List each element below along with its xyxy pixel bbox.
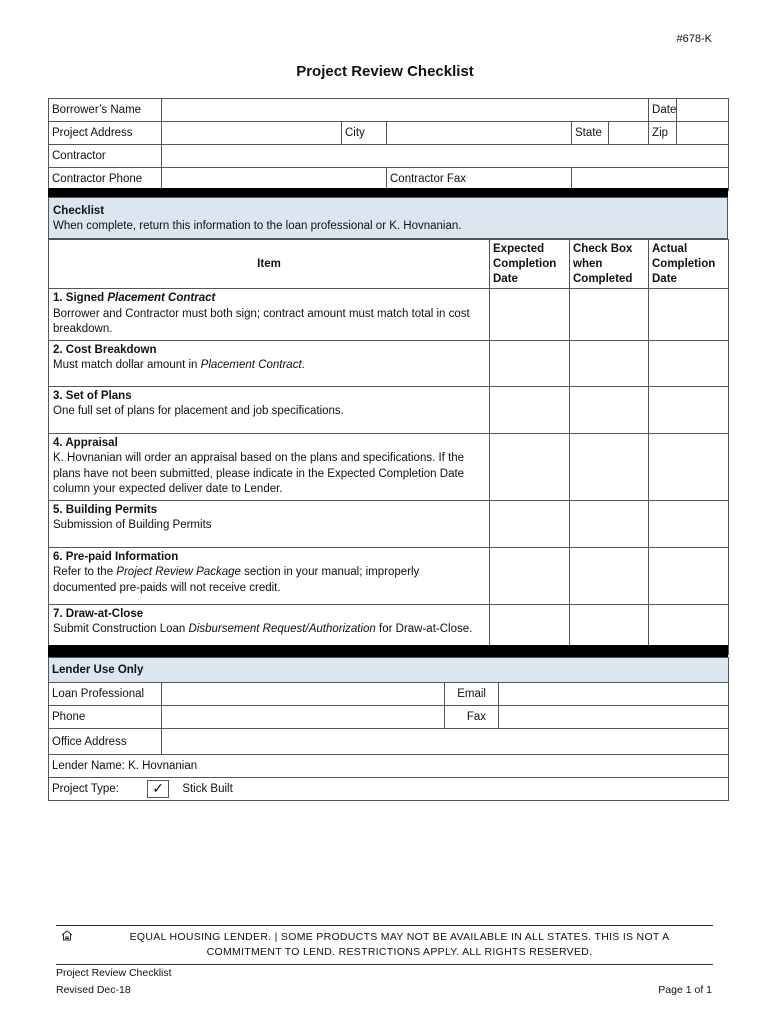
email-field[interactable] xyxy=(499,683,729,706)
checklist-item-body: Submission of Building Permits xyxy=(53,519,212,531)
checklist-item-body: Submit Construction Loan xyxy=(53,623,189,635)
divider-bar xyxy=(48,645,728,657)
checklist-item-title: 3. Set of Plans xyxy=(53,389,132,402)
loan-professional-label: Loan Professional xyxy=(49,683,162,706)
loan-professional-field[interactable] xyxy=(162,683,445,706)
item-column-header: Item xyxy=(49,240,490,289)
checklist-item-body-tail: section in your manual; improperly documented pre-paids will not receive credit. xyxy=(53,566,420,594)
checklist-item-title-italic: Placement Contract xyxy=(107,292,216,304)
state-field[interactable] xyxy=(609,122,649,145)
borrower-info-table xyxy=(48,98,728,191)
city-label: City xyxy=(342,122,387,145)
house-icon xyxy=(61,930,73,944)
project-address-label: Project Address xyxy=(49,122,162,145)
office-address-field[interactable] xyxy=(162,729,729,755)
phone-field[interactable] xyxy=(162,706,445,729)
expected-date-cell[interactable] xyxy=(490,386,570,433)
checklist-row xyxy=(49,547,729,604)
checkbox-cell[interactable] xyxy=(570,386,649,433)
checklist-item-title: 7. Draw-at-Close xyxy=(53,607,144,620)
checklist-row xyxy=(49,386,729,433)
checklist-item-body: Borrower and Contractor must both sign; contract amount must match total in cost breakdown. xyxy=(53,307,470,335)
checklist-item-body: Refer to the xyxy=(53,566,117,578)
actual-date-cell[interactable] xyxy=(649,289,729,341)
state-label: State xyxy=(572,122,609,145)
checkbox-cell[interactable] xyxy=(570,433,649,500)
phone-label: Phone xyxy=(49,706,162,729)
expected-date-cell[interactable] xyxy=(490,547,570,604)
checklist-item-title: 2. Cost Breakdown xyxy=(53,343,157,356)
footer-line-1: EQUAL HOUSING LENDER. | SOME PRODUCTS MAY NOT BE AVAILABLE IN ALL STATES. THIS IS NOT A xyxy=(129,931,670,943)
checkbox-cell[interactable] xyxy=(570,547,649,604)
checklist-item-body: Must match dollar amount in xyxy=(53,359,201,371)
actual-date-cell[interactable] xyxy=(649,433,729,500)
checklist-item-description xyxy=(49,500,490,547)
checklist-item-body-italic: Disbursement Request/Authorization xyxy=(188,623,376,635)
checklist-item-description xyxy=(49,433,490,500)
checklist-item-description xyxy=(49,386,490,433)
actual-date-cell[interactable] xyxy=(649,386,729,433)
contractor-label: Contractor xyxy=(49,145,162,168)
checklist-item-body: One full set of plans for placement and job specifications. xyxy=(53,405,344,417)
footer-disclaimer xyxy=(56,925,713,965)
checklist-instruction: When complete, return this information to the loan professional or K. Hovnanian. xyxy=(53,220,462,232)
actual-date-cell[interactable] xyxy=(649,340,729,386)
borrower-name-label: Borrower’s Name xyxy=(49,99,162,122)
checklist-item-description xyxy=(49,289,490,341)
borrower-name-field[interactable] xyxy=(162,99,649,122)
checkbox-cell[interactable] xyxy=(570,289,649,341)
zip-label: Zip xyxy=(649,122,677,145)
fax-label: Fax xyxy=(445,706,499,729)
stick-built-label: Stick Built xyxy=(182,783,233,796)
contractor-fax-label: Contractor Fax xyxy=(387,168,572,191)
office-address-label: Office Address xyxy=(49,729,162,755)
actual-date-cell[interactable] xyxy=(649,547,729,604)
checklist-heading-box xyxy=(48,197,728,239)
checklist-item-title: 4. Appraisal xyxy=(53,436,118,449)
project-address-field[interactable] xyxy=(162,122,342,145)
email-label: Email xyxy=(445,683,499,706)
checklist-item-title: 6. Pre-paid Information xyxy=(53,550,179,563)
checklist-item-body-italic: Placement Contract xyxy=(200,359,302,371)
checklist-item-body: K. Hovnanian will order an appraisal based on the plans and specifications. If the plans have not been submitted, please indicate in the Expected Completion Date column your expected deliver date to Lender. xyxy=(53,452,465,495)
project-type-label: Project Type: xyxy=(52,783,119,796)
contractor-phone-label: Contractor Phone xyxy=(49,168,162,191)
fax-field[interactable] xyxy=(499,706,729,729)
expected-date-cell[interactable] xyxy=(490,340,570,386)
lender-name: Lender Name: K. Hovnanian xyxy=(49,755,729,778)
page-title: Project Review Checklist xyxy=(296,63,474,80)
form-id: #678-K xyxy=(676,33,712,45)
checklist-item-body-italic: Project Review Package xyxy=(116,566,241,578)
checklist-row xyxy=(49,500,729,547)
lender-table xyxy=(48,657,728,801)
checkbox-cell[interactable] xyxy=(570,340,649,386)
checklist-heading: Checklist xyxy=(53,205,105,217)
actual-date-column-header: Actual Completion Date xyxy=(649,240,729,289)
divider-bar xyxy=(48,188,728,197)
zip-field[interactable] xyxy=(677,122,729,145)
checklist-item-description xyxy=(49,340,490,386)
checkbox-cell[interactable] xyxy=(570,500,649,547)
stick-built-checkbox[interactable]: ✓ xyxy=(147,780,169,798)
expected-date-cell[interactable] xyxy=(490,500,570,547)
checklist-row xyxy=(49,433,729,500)
expected-date-cell[interactable] xyxy=(490,289,570,341)
expected-date-column-header: Expected Completion Date xyxy=(490,240,570,289)
project-type-row xyxy=(49,778,729,801)
checklist-item-description xyxy=(49,547,490,604)
checklist-table xyxy=(48,239,728,655)
checklist-row xyxy=(49,340,729,386)
checkbox-column-header: Check Box when Completed xyxy=(570,240,649,289)
lender-use-heading: Lender Use Only xyxy=(49,658,729,683)
date-label: Date xyxy=(649,99,677,122)
checklist-item-body-tail: for Draw-at-Close. xyxy=(375,623,473,635)
checklist-row xyxy=(49,289,729,341)
footer-line-2: COMMITMENT TO LEND. RESTRICTIONS APPLY. ALL RIGHTS RESERVED. xyxy=(206,946,593,958)
date-field[interactable] xyxy=(677,99,729,122)
checklist-item-body-tail: . xyxy=(301,359,305,371)
page-number: Page 1 of 1 xyxy=(658,984,712,996)
contractor-field[interactable] xyxy=(162,145,729,168)
checklist-item-title: 5. Building Permits xyxy=(53,503,158,516)
expected-date-cell[interactable] xyxy=(490,433,570,500)
checklist-item-title: 1. Signed xyxy=(53,292,108,304)
actual-date-cell[interactable] xyxy=(649,500,729,547)
footer-form-name: Project Review Checklist xyxy=(56,967,172,979)
footer-revised: Revised Dec-18 xyxy=(56,984,131,996)
city-field[interactable] xyxy=(387,122,572,145)
